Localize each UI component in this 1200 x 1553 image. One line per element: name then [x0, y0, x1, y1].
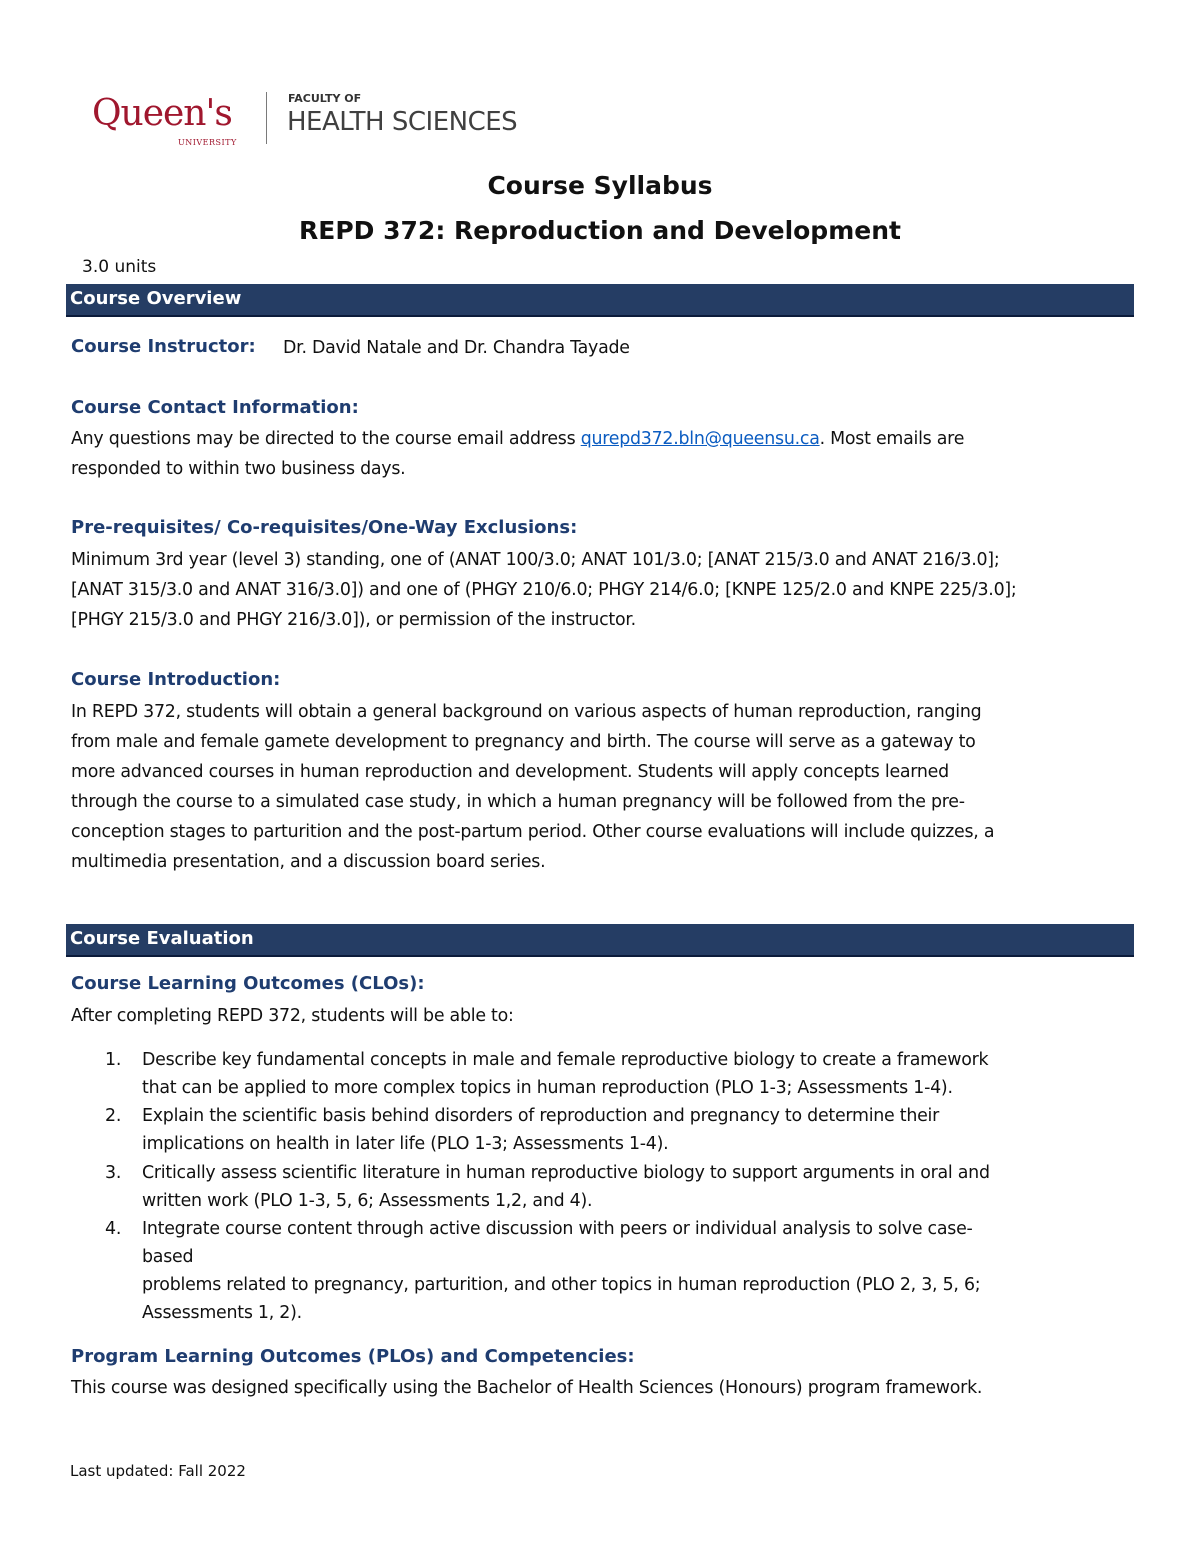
page-title: Course Syllabus: [487, 171, 713, 200]
section-title: Course Overview: [70, 288, 242, 309]
intro-line: more advanced courses in human reproduction and development. Students will apply concepts learned: [71, 762, 949, 782]
intro-line: from male and female gamete development to pregnancy and birth. The course will serve as a gateway to: [71, 732, 976, 752]
introduction-label: Course Introduction:: [71, 669, 281, 690]
intro-line: In REPD 372, students will obtain a general background on various aspects of human reproduction, ranging: [71, 702, 982, 722]
clo-text: Critically assess scientific literature in human reproductive biology to support arguments in oral and written work (PLO 1-3, 5, 6; Assessments 1,2, and 4).: [142, 1163, 990, 1211]
prereq-line: Minimum 3rd year (level 3) standing, one of (ANAT 100/3.0; ANAT 101/3.0; [ANAT 215/3.0 and ANAT 216/3.0];: [71, 550, 1000, 570]
introduction-text: [71, 697, 1133, 877]
intro-line: conception stages to parturition and the post-partum period. Other course evaluations will include quizzes, a: [71, 822, 995, 842]
prerequisites-label: Pre-requisites/ Co-requisites/One-Way Exclusions:: [71, 517, 578, 538]
contact-text: [71, 424, 1133, 484]
contact-line: Any questions may be directed to the course email address qurepd372.bln@queensu.ca. Most emails are: [71, 429, 965, 449]
prereq-line: [PHGY 215/3.0 and PHGY 216/3.0]), or permission of the instructor.: [71, 610, 636, 630]
course-overview-header: [66, 284, 1134, 317]
intro-line: multimedia presentation, and a discussion board series.: [71, 852, 546, 872]
prerequisites-text: [71, 545, 1133, 635]
health-sciences-label: HEALTH SCIENCES: [287, 107, 518, 137]
course-evaluation-header: [66, 924, 1134, 957]
clo-label: Course Learning Outcomes (CLOs):: [71, 973, 425, 994]
clo-text: Integrate course content through active discussion with peers or individual analysis to solve case- based problems related to pregnancy, parturition, and other topics in human reproduction (PLO 2, 3, 5, 6; Assessments 1, 2).: [142, 1219, 981, 1323]
clo-text: Explain the scientific basis behind disorders of reproduction and pregnancy to determine their implications on health in later life (PLO 1-3; Assessments 1-4).: [142, 1106, 940, 1154]
plo-text: This course was designed specifically using the Bachelor of Health Sciences (Honours) program framework.: [71, 1378, 983, 1398]
university-subtext: UNIVERSITY: [178, 138, 237, 147]
logo-divider: [266, 92, 267, 144]
instructor-label: Course Instructor:: [71, 336, 256, 357]
faculty-of-label: FACULTY OF: [288, 92, 362, 105]
section-title: Course Evaluation: [70, 928, 254, 949]
course-units: 3.0 units: [82, 257, 157, 277]
last-updated: Last updated: Fall 2022: [70, 1462, 246, 1480]
list-number: 3.: [105, 1163, 122, 1183]
instructor-value: Dr. David Natale and Dr. Chandra Tayade: [283, 338, 630, 358]
clo-text: Describe key fundamental concepts in male and female reproductive biology to create a framework that can be applied to more complex topics in human reproduction (PLO 1-3; Assessments 1-4).: [142, 1050, 989, 1098]
clo-intro: After completing REPD 372, students will be able to:: [71, 1006, 514, 1026]
course-email-link[interactable]: qurepd372.bln@queensu.ca: [580, 429, 820, 449]
plo-label: Program Learning Outcomes (PLOs) and Competencies:: [71, 1346, 635, 1367]
list-number: 2.: [105, 1106, 122, 1126]
intro-line: through the course to a simulated case study, in which a human pregnancy will be followed from the pre-: [71, 792, 965, 812]
list-number: 1.: [105, 1050, 122, 1070]
course-title: REPD 372: Reproduction and Development: [299, 216, 901, 245]
queens-wordmark: Queen's: [92, 93, 232, 134]
contact-line: responded to within two business days.: [71, 459, 406, 479]
list-number: 4.: [105, 1219, 122, 1239]
prereq-line: [ANAT 315/3.0 and ANAT 316/3.0]) and one of (PHGY 210/6.0; PHGY 214/6.0; [KNPE 125/2.0 and KNPE 225/3.0];: [71, 580, 1017, 600]
contact-label: Course Contact Information:: [71, 397, 359, 418]
